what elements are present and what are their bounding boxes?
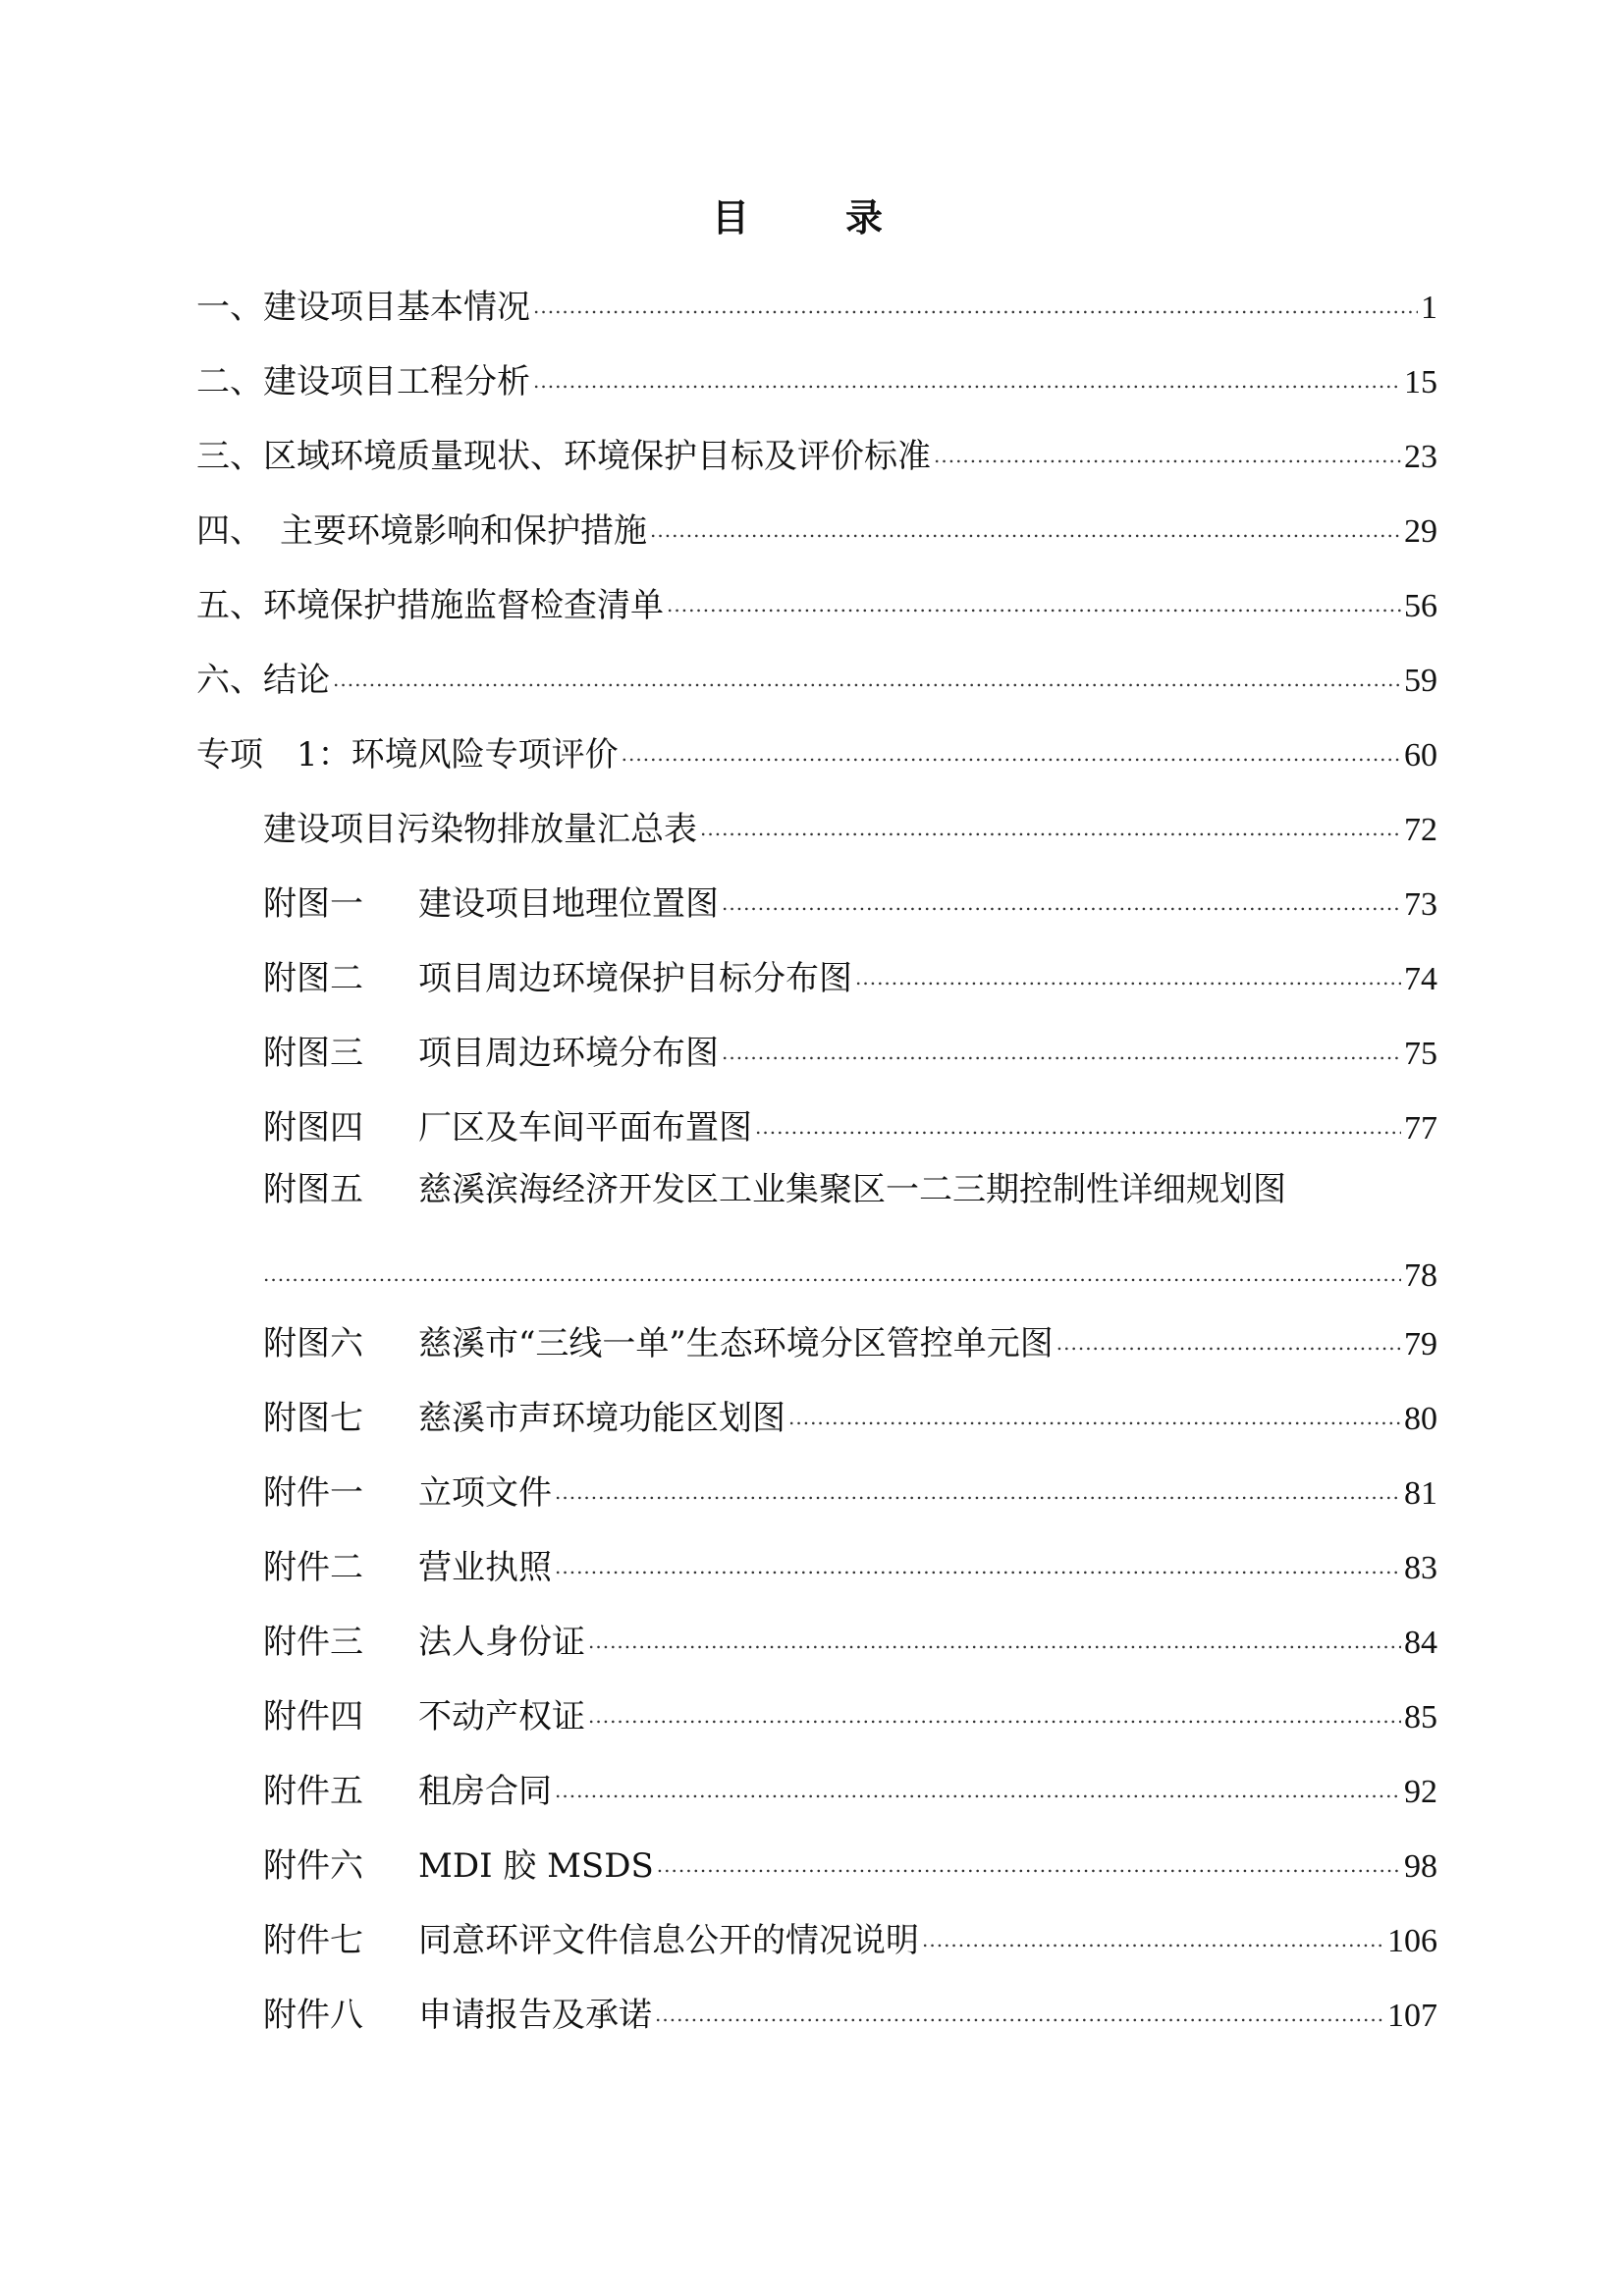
- toc-entry-page: 60: [1404, 737, 1437, 774]
- dot-leader: [667, 569, 1401, 616]
- toc-entry-label: 建设项目污染物排放量汇总表: [263, 810, 697, 849]
- dot-leader: [263, 1239, 1401, 1286]
- toc-entry-label: 申请报告及承诺: [418, 1996, 652, 2035]
- toc-entry-page: 85: [1404, 1699, 1437, 1735]
- toc-entry-label: 法人身份证: [418, 1623, 585, 1662]
- dot-leader: [855, 942, 1401, 989]
- toc-entry-page: 74: [1404, 961, 1437, 997]
- toc-entry-prefix: 附图二: [263, 959, 363, 998]
- dot-leader: [588, 1606, 1401, 1653]
- toc-entry-prefix: 附图六: [263, 1324, 363, 1363]
- toc-entry-label: 同意环评文件信息公开的情况说明: [418, 1921, 919, 1960]
- dot-leader: [1056, 1308, 1401, 1355]
- toc-appendix-entry[interactable]: [263, 942, 1437, 1003]
- toc-entry-prefix: 附图五: [263, 1170, 363, 1209]
- toc-appendix-entry-wrapped[interactable]: [263, 1166, 1286, 1213]
- toc-appendix-entry[interactable]: [263, 1755, 1437, 1816]
- toc-entry-label: 立项文件: [418, 1473, 552, 1513]
- dot-leader: [533, 271, 1418, 318]
- toc-entry-label: 项目周边环境保护目标分布图: [418, 959, 852, 998]
- toc-entry-prefix: 附件四: [263, 1697, 363, 1736]
- toc-entry-page: 92: [1404, 1774, 1437, 1810]
- toc-entry-page: 75: [1404, 1036, 1437, 1072]
- toc-appendix-entry[interactable]: [263, 1904, 1437, 1965]
- toc-entry-label: 营业执照: [418, 1548, 552, 1587]
- dot-leader: [755, 1092, 1401, 1139]
- toc-entry-page: 106: [1387, 1923, 1437, 1959]
- toc-entry-prefix: 附件五: [263, 1772, 363, 1811]
- toc-appendix-entry-continuation[interactable]: [263, 1239, 1437, 1300]
- toc-appendix-entry[interactable]: [263, 1017, 1437, 1078]
- toc-entry-label: 建设项目地理位置图: [418, 884, 719, 924]
- toc-entry-label: 租房合同: [418, 1772, 552, 1811]
- toc-entry[interactable]: [196, 569, 1437, 630]
- toc-appendix-entry[interactable]: [263, 1457, 1437, 1518]
- dot-leader: [655, 1979, 1384, 2026]
- toc-entry-prefix: 附件二: [263, 1548, 363, 1587]
- page-title: 目 录: [711, 195, 912, 240]
- toc-entry-label: 二、建设项目工程分析: [196, 362, 530, 401]
- dot-leader: [622, 719, 1401, 766]
- toc-entry-prefix: 附件一: [263, 1473, 363, 1513]
- dot-leader: [333, 644, 1401, 691]
- toc-entry-label: 三、区域环境质量现状、环境保护目标及评价标准: [196, 437, 931, 476]
- toc-entry[interactable]: [196, 271, 1437, 332]
- toc-entry-page: 107: [1387, 1998, 1437, 2034]
- toc-entry[interactable]: [196, 346, 1437, 406]
- toc-entry-page: 84: [1404, 1625, 1437, 1661]
- dot-leader: [555, 1457, 1401, 1504]
- toc-appendix-entry[interactable]: [263, 1606, 1437, 1667]
- toc-entry-page: 79: [1404, 1326, 1437, 1362]
- toc-entry-prefix: 附件八: [263, 1996, 363, 2035]
- toc-entry-prefix: 附图七: [263, 1399, 363, 1438]
- toc-appendix-entry[interactable]: [263, 1531, 1437, 1592]
- toc-entry-label: 厂区及车间平面布置图: [418, 1108, 752, 1148]
- dot-leader: [555, 1531, 1401, 1578]
- toc-entry-page: 78: [1404, 1257, 1437, 1294]
- toc-appendix-entry[interactable]: [263, 793, 1437, 854]
- dot-leader: [922, 1904, 1384, 1951]
- toc-entry-page: 72: [1404, 812, 1437, 848]
- toc-entry-prefix: 附件三: [263, 1623, 363, 1662]
- toc-entry-label: 专项 1：环境风险专项评价: [196, 735, 619, 774]
- toc-appendix-entry[interactable]: [263, 1979, 1437, 2040]
- dot-leader: [650, 495, 1401, 542]
- toc-entry-page: 29: [1404, 513, 1437, 550]
- toc-appendix-entry[interactable]: [263, 868, 1437, 929]
- toc-appendix-entry[interactable]: [263, 1681, 1437, 1741]
- toc-entry[interactable]: [196, 719, 1437, 779]
- toc-entry-page: 80: [1404, 1401, 1437, 1437]
- toc-entry-prefix: 附件七: [263, 1921, 363, 1960]
- toc-entry-page: 98: [1404, 1848, 1437, 1885]
- toc-entry-page: 1: [1421, 290, 1437, 326]
- dot-leader: [722, 868, 1401, 915]
- toc-entry-label: 慈溪滨海经济开发区工业集聚区一二三期控制性详细规划图: [418, 1170, 1286, 1209]
- toc-entry-label: 项目周边环境分布图: [418, 1034, 719, 1073]
- toc-entry[interactable]: [196, 495, 1437, 556]
- toc-entry-prefix: 附图四: [263, 1108, 363, 1148]
- toc-entry-label: 慈溪市“三线一单”生态环境分区管控单元图: [418, 1324, 1054, 1363]
- toc-entry-page: 77: [1404, 1110, 1437, 1147]
- toc-entry-prefix: 附件六: [263, 1846, 363, 1886]
- dot-leader: [700, 793, 1401, 840]
- toc-appendix-entry[interactable]: [263, 1830, 1437, 1891]
- toc-entry-page: 59: [1404, 663, 1437, 699]
- dot-leader: [657, 1830, 1401, 1877]
- toc-entry-prefix: 附图三: [263, 1034, 363, 1073]
- dot-leader: [934, 420, 1401, 467]
- dot-leader: [588, 1681, 1401, 1728]
- toc-entry[interactable]: [196, 420, 1437, 481]
- toc-appendix-entry[interactable]: [263, 1382, 1437, 1443]
- toc-entry-label: 四、 主要环境影响和保护措施: [196, 511, 647, 551]
- toc-entry-label: 五、环境保护措施监督检查清单: [196, 586, 664, 625]
- toc-entry-page: 56: [1404, 588, 1437, 624]
- toc-entry[interactable]: [196, 644, 1437, 705]
- dot-leader: [533, 346, 1401, 393]
- toc-entry-page: 23: [1404, 439, 1437, 475]
- toc-entry-label: 六、结论: [196, 661, 330, 700]
- toc-entry-label: 一、建设项目基本情况: [196, 288, 530, 327]
- toc-entry-label: MDI 胶 MSDS: [418, 1846, 654, 1886]
- toc-entry-page: 15: [1404, 364, 1437, 400]
- toc-appendix-entry[interactable]: [263, 1092, 1437, 1152]
- dot-leader: [555, 1755, 1401, 1802]
- toc-entry-page: 73: [1404, 886, 1437, 923]
- dot-leader: [722, 1017, 1401, 1064]
- toc-entry-label: 慈溪市声环境功能区划图: [418, 1399, 785, 1438]
- toc-entry-prefix: 附图一: [263, 884, 363, 924]
- toc-entry-label: 不动产权证: [418, 1697, 585, 1736]
- toc-entry-page: 83: [1404, 1550, 1437, 1586]
- dot-leader: [788, 1382, 1401, 1429]
- toc-appendix-entry[interactable]: [263, 1308, 1437, 1368]
- toc-entry-page: 81: [1404, 1475, 1437, 1512]
